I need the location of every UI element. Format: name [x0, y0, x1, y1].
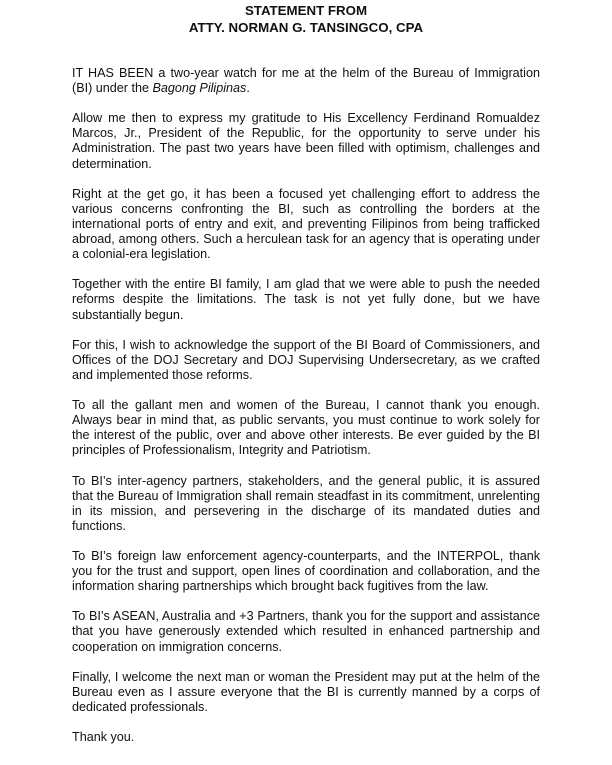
- statement-body: [72, 66, 540, 760]
- title-line-1: STATEMENT FROM: [244, 3, 368, 18]
- paragraph-inter-agency: To BI’s inter-agency partners, stakeholders, and the general public, it is assured that the Bureau of Immigration shall remain steadfast in its commitment, unrelenting in its mission, and persevering in the discharge of its mandated duties and functions.: [72, 473, 540, 533]
- paragraph-asean-partners: To BI’s ASEAN, Australia and +3 Partners, thank you for the support and assistance that you have generously extended which resulted in enhanced partnership and cooperation on immigration concerns.: [72, 609, 540, 654]
- paragraph-challenges: Right at the get go, it has been a focused yet challenging effort to address the various concerns confronting the BI, such as controlling the borders at the international ports of entry and exit, and preventing Filipinos from being trafficked abroad, among others. Such a herculean task for an agency that is operating under a colonial-era legislation.: [72, 186, 540, 262]
- paragraph-intro: IT HAS BEEN a two-year watch for me at the helm of the Bureau of Immigration (BI) under the Bagong Pilipinas.: [72, 66, 540, 96]
- paragraph-acknowledgement: For this, I wish to acknowledge the support of the BI Board of Commissioners, and Offices of the DOJ Secretary and DOJ Supervising Undersecretary, as we crafted and implemented those reforms.: [72, 337, 540, 382]
- paragraph-bureau-personnel: To all the gallant men and women of the Bureau, I cannot thank you enough. Always bear in mind that, as public servants, you must continue to work solely for the interest of the public, over and above other interests. Be ever guided by the BI principles of Professionalism, Integrity and Patriotism.: [72, 398, 540, 458]
- paragraph-successor: Finally, I welcome the next man or woman the President may put at the helm of the Bureau even as I assure everyone that the BI is currently manned by a corps of dedicated professionals.: [72, 669, 540, 714]
- paragraph-reforms: Together with the entire BI family, I am glad that we were able to push the needed reforms despite the limitations. The task is not yet fully done, but we have substantially begun.: [72, 277, 540, 322]
- paragraph-foreign-counterparts: To BI’s foreign law enforcement agency-counterparts, and the INTERPOL, thank you for the trust and support, open lines of coordination and collaboration, and the information sharing partnerships which brought back fugitives from the law.: [72, 549, 540, 594]
- closing-line: Thank you.: [72, 730, 135, 745]
- paragraph-gratitude: Allow me then to express my gratitude to His Excellency Ferdinand Romualdez Marcos, Jr., President of the Republic, for the opportunity to serve under his Administration. The past two years have been filled with optimism, challenges and determination.: [72, 111, 540, 171]
- title-line-2: ATTY. NORMAN G. TANSINGCO, CPA: [188, 19, 424, 35]
- bagong-pilipinas-emphasis: Bagong Pilipinas: [152, 81, 247, 96]
- statement-title: [0, 3, 612, 36]
